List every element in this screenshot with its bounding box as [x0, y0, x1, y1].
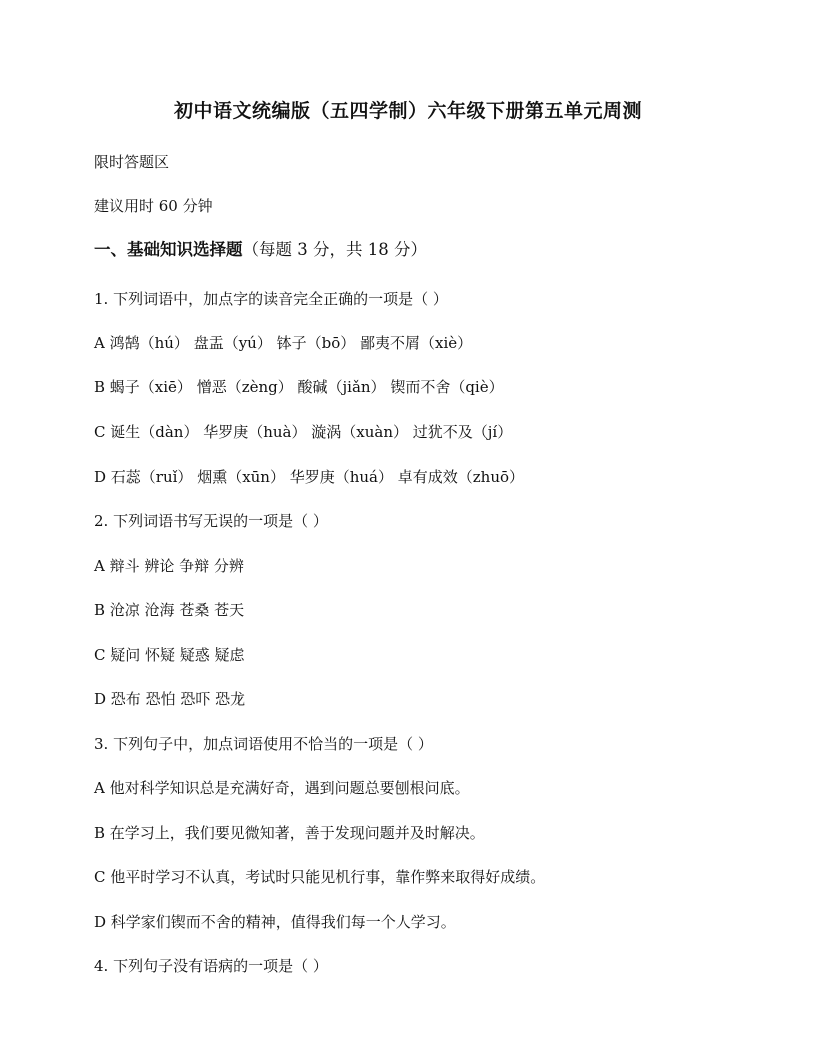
question-option: B 在学习上，我们要见微知著，善于发现问题并及时解决。: [94, 824, 485, 842]
question-option: A 他对科学知识总是充满好奇，遇到问题总要刨根问底。: [94, 779, 470, 797]
question-option: A 辩斗 辨论 争辩 分辨: [94, 557, 244, 575]
question-stem: 1. 下列词语中，加点字的读音完全正确的一项是（ ）: [94, 290, 448, 308]
question-option: D 恐布 恐怕 恐吓 恐龙: [94, 690, 246, 708]
question-stem: 4. 下列句子没有语病的一项是（ ）: [94, 957, 328, 975]
question-stem: 2. 下列词语书写无误的一项是（ ）: [94, 512, 328, 530]
page-title: 初中语文统编版（五四学制）六年级下册第五单元周测: [173, 100, 642, 122]
section-heading-title: 一、基础知识选择题: [94, 240, 243, 259]
suggested-time-label: 建议用时 60 分钟: [94, 197, 213, 215]
question-option: B 沧凉 沧海 苍桑 苍天: [94, 601, 245, 619]
question-option: A 鸿鹄（hú） 盘盂（yú） 钵子（bō） 鄙夷不屑（xiè）: [94, 334, 473, 352]
question-option: C 他平时学习不认真，考试时只能见机行事，靠作弊来取得好成绩。: [94, 868, 546, 886]
question-option: C 诞生（dàn） 华罗庚（huà） 漩涡（xuàn） 过犹不及（jí）: [94, 423, 513, 441]
question-option: B 蝎子（xiē） 憎恶（zèng） 酸碱（jiǎn） 锲而不舍（qiè）: [94, 378, 504, 396]
section-heading-note: （每题 3 分，共 18 分）: [242, 240, 427, 259]
question-option: D 科学家们锲而不舍的精神，值得我们每一个人学习。: [94, 913, 456, 931]
section-heading: [94, 240, 774, 260]
question-option: D 石蕊（ruǐ） 烟熏（xūn） 华罗庚（huá） 卓有成效（zhuō）: [94, 468, 525, 486]
question-stem: 3. 下列句子中，加点词语使用不恰当的一项是（ ）: [94, 735, 433, 753]
time-limit-label: 限时答题区: [94, 153, 170, 171]
question-option: C 疑问 怀疑 疑惑 疑虑: [94, 646, 245, 664]
